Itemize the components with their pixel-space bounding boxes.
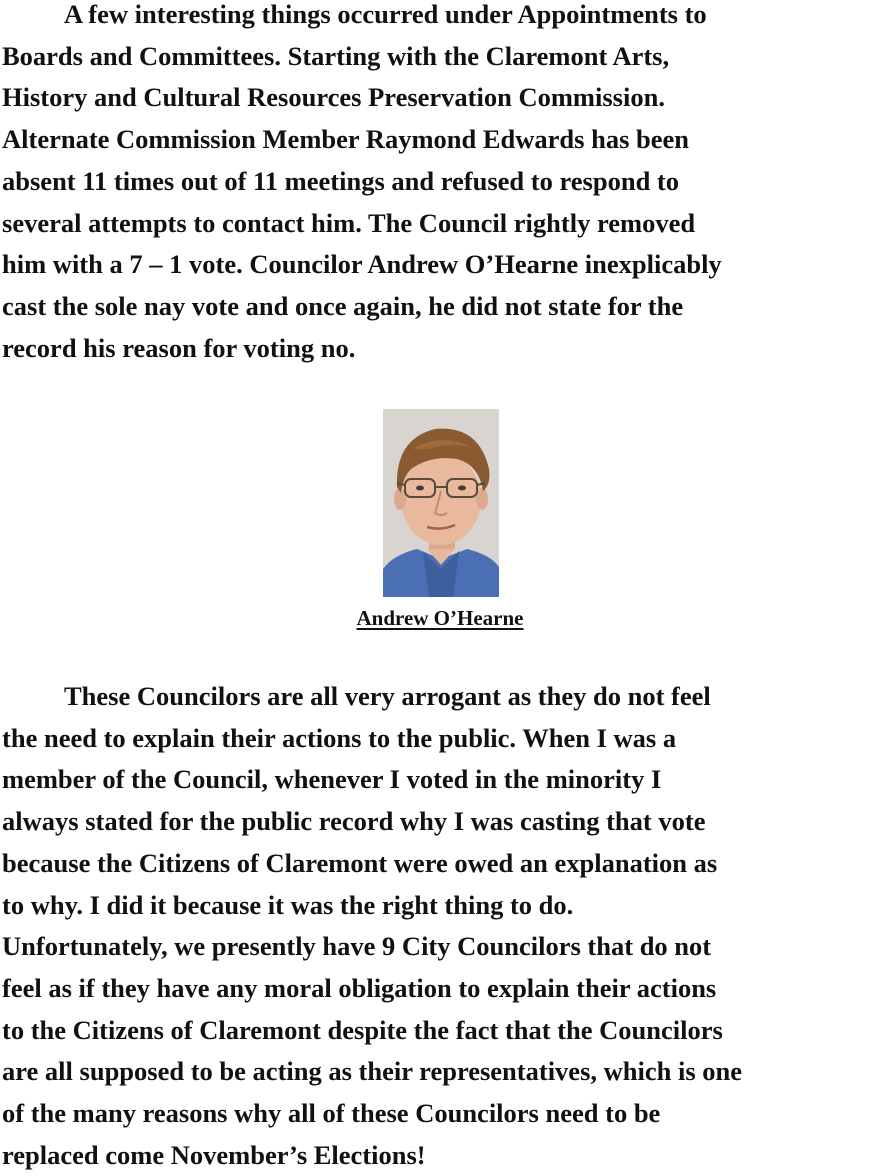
portrait-photo — [383, 409, 499, 597]
text-line: record his reason for voting no. — [2, 332, 356, 363]
text-line: A few interesting things occurred under Appointments to — [64, 0, 707, 29]
text-line: Alternate Commission Member Raymond Edwards has been — [2, 124, 690, 155]
text-line: member of the Council, whenever I voted in the minority I — [2, 764, 662, 795]
photo-caption: Andrew O’Hearne — [356, 606, 524, 630]
text-line: always stated for the public record why I was casting that vote — [2, 806, 706, 837]
paragraph-appointments — [2, 0, 880, 369]
text-line: absent 11 times out of 11 meetings and refused to respond to — [2, 165, 680, 196]
text-line: several attempts to contact him. The Council rightly removed — [2, 207, 696, 238]
text-line: Unfortunately, we presently have 9 City Councilors that do not — [2, 931, 712, 962]
text-line: to why. I did it because it was the right thing to do. — [2, 889, 574, 920]
text-line: These Councilors are all very arrogant as they do not feel — [64, 681, 711, 711]
text-line: replaced come November’s Elections! — [2, 1139, 426, 1170]
paragraph-councilors — [2, 676, 880, 1176]
text-line: Boards and Committees. Starting with the Claremont Arts, — [2, 40, 670, 71]
text-line: of the many reasons why all of these Councilors need to be — [2, 1098, 661, 1129]
text-line: to the Citizens of Claremont despite the fact that the Councilors — [2, 1014, 723, 1045]
text-line: feel as if they have any moral obligation to explain their actions — [2, 972, 717, 1003]
text-line: cast the sole nay vote and once again, he did not state for the — [2, 290, 684, 321]
text-line: because the Citizens of Claremont were owed an explanation as — [2, 847, 718, 878]
text-line: him with a 7 – 1 vote. Councilor Andrew O’Hearne inexplicably — [2, 249, 722, 280]
text-line: are all supposed to be acting as their representatives, which is one — [2, 1056, 743, 1087]
text-line: the need to explain their actions to the public. When I was a — [2, 722, 677, 753]
text-line: History and Cultural Resources Preservation Commission. — [2, 82, 665, 113]
